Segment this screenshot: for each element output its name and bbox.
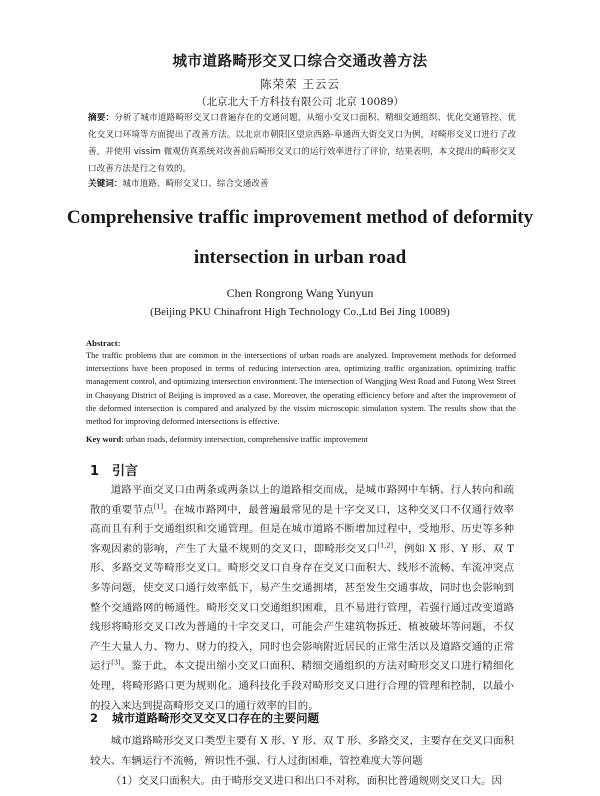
section-2-title: 城市道路畸形交叉交叉口存在的主要问题 <box>112 711 319 725</box>
chinese-keywords <box>88 177 516 189</box>
section-1-text-c: ，例如 X 形、Y 形、双 T 形、多路交叉等畸形交叉口。畸形交叉口自身存在交叉口面积大、线形不流畅、车流冲突点多等问题，使交叉口通行效率低下，易产生交通拥堵，甚至发生交通事故，同时也会影响到整个交通路网的畅通性。畸形交叉口交通组织困难，且不易进行管理，若强行通过改变道路线形将畸形交叉口改为普通的十字交叉口，可能会产生建筑物拆迁、植被破坏等问题，不仅产生大量人力、物力、财力的投入，同时也会影响附近居民的正常生活以及道路交通的正常运行 <box>90 542 514 673</box>
chinese-affiliation: （北京北大千方科技有限公司 北京 10089） <box>195 96 405 108</box>
chinese-authors: 陈荣荣 王云云 <box>260 77 340 91</box>
chinese-keywords-label: 关键词： <box>88 179 123 189</box>
english-keywords-label: Key word: <box>86 435 124 444</box>
chinese-title: 城市道路畸形交叉口综合交通改善方法 <box>172 54 428 70</box>
section-2-paragraph: 城市道路畸形交叉口类型主要有 X 形、Y 形、双 T 形、多路交叉，主要存在交叉口面积较大、车辆运行不流畅，辨识性不强、行人过街困难，管控难度大等问题 <box>90 735 514 767</box>
section-1-text-a: 道路平面交叉口由两条或两条以上的道路相交而成，是城市路网中车辆、行人转向和疏散的重要节点 <box>90 484 514 516</box>
citation-1: [1] <box>153 502 164 511</box>
section-1-paragraph <box>90 481 514 716</box>
section-1-number: 1 <box>90 464 100 479</box>
citation-3: [3] <box>111 658 121 667</box>
chinese-abstract <box>88 110 516 178</box>
chinese-abstract-text: 分析了城市道路畸形交叉口普遍存在的交通问题，从缩小交叉口面积、精细交通组织、优化交通管控、优化交叉口环境等方面提出了改善方法。以北京市朝阳区望京西路-阜通西大街交叉口为例，对畸形交叉口进行了改善，并使用 vissim 微观仿真系统对改善前后畸形交叉口的运行效率进行了评价，结果表明，本文提出的畸形交叉口改善方法是行之有效的。 <box>88 113 516 174</box>
english-abstract-label: Abstract: <box>86 338 121 348</box>
english-abstract: The traffic problems that are common in the intersections of urban roads are analyzed. Improvement methods for deformed intersections have been proposed in terms of reducing intersection area, optimizing traffic organization, optimizing traffic management control, and optimizing intersection environment. The intersection of Wangjing West Road and Futong West Street in Chaoyang District of Beijing is improved as a case. Moreover, the operating efficiency before and after the improvement of the deformed intersection is compared and analyzed by the vissim microscopic simulation system. The results show that the method for improving deformed intersections is effective. <box>86 351 516 427</box>
section-1-text-b: 。在城市路网中，最普遍最常见的是十字交叉口，这种交叉口不仅通行效率高而且有利于交通组织和交通管理。但是在城市道路不断增加过程中，受地形、历史等多种客观因素的影响，产生了大量不规则的交叉口，即畸形交叉口 <box>90 503 514 555</box>
english-keywords <box>86 435 516 444</box>
citation-2: [1,2] <box>377 541 394 550</box>
english-authors: Chen Rongrong Wang Yunyun <box>226 286 374 300</box>
section-2-heading <box>90 710 319 726</box>
section-2-item-1: （1）交叉口面积大。由于畸形交叉进口和出口不对称，面积比普通规则交叉口大。因 <box>110 775 502 787</box>
section-1-text-d: 。鉴于此，本文提出缩小交叉口面积、精细交通组织的方法对畸形交叉口进行精细化处理，将畸形路口更为规则化。通科技化手段对畸形交叉口进行合理的管理和控制，以最小的投入来达到提高畸形交叉口的通行效率的目的。 <box>90 660 515 712</box>
english-affiliation: (Beijing PKU Chinafront High Technology Co.,Ltd Bei Jing 10089) <box>150 306 450 318</box>
english-title-line-1: Comprehensive traffic improvement method of deformity <box>66 207 534 228</box>
english-keywords-text: urban roads, deformity intersection, comprehensive traffic improvement <box>126 435 368 444</box>
chinese-abstract-label: 摘要： <box>88 113 115 123</box>
chinese-keywords-text: 城市道路、畸形交叉口、综合交通改善 <box>122 179 269 189</box>
section-2-number: 2 <box>90 711 99 725</box>
english-title <box>0 198 600 278</box>
english-title-line-2: intersection in urban road <box>193 247 407 268</box>
section-1-heading <box>90 460 138 479</box>
section-1-title: 引言 <box>112 464 139 479</box>
